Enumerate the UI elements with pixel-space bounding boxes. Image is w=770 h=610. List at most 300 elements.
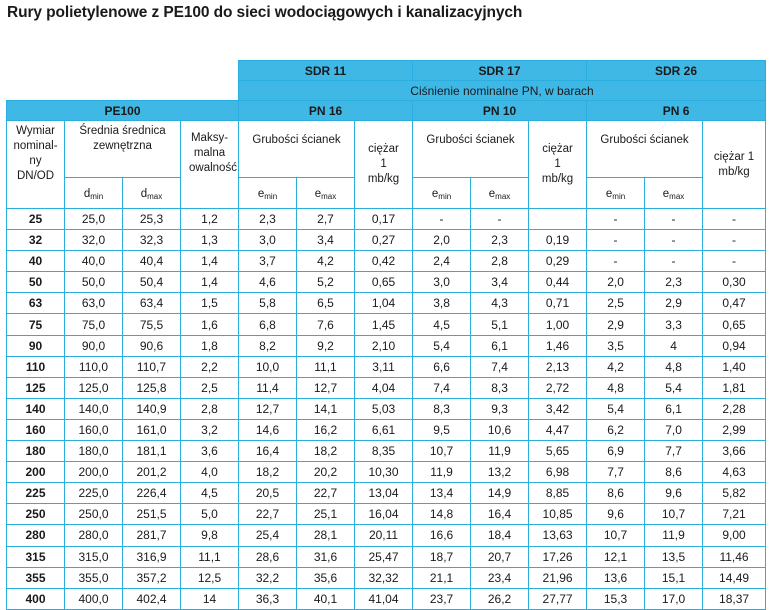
table-cell: 32,3 (123, 230, 181, 251)
table-cell: 4 (645, 335, 703, 356)
table-cell: 0,29 (529, 251, 587, 272)
table-cell: 1,04 (355, 293, 413, 314)
table-row (7, 567, 766, 588)
wall-header-sdr26: Grubości ścianek (587, 121, 703, 178)
table-row (7, 356, 766, 377)
table-cell: 3,4 (471, 272, 529, 293)
table-cell: 9,2 (297, 335, 355, 356)
table-cell: 7,7 (587, 462, 645, 483)
table-cell: 32,0 (65, 230, 123, 251)
table-cell: 6,61 (355, 419, 413, 440)
max-subscript: max (321, 192, 337, 201)
weight-header-sdr11: ciężar 1 mb/kg (355, 121, 413, 209)
table-cell: 5,1 (471, 314, 529, 335)
table-cell: 16,2 (297, 419, 355, 440)
dn-cell: 32 (7, 230, 65, 251)
table-cell: 18,2 (239, 462, 297, 483)
table-cell: 161,0 (123, 419, 181, 440)
table-cell: 75,5 (123, 314, 181, 335)
table-cell: 14,9 (471, 483, 529, 504)
table-cell: 140,0 (65, 398, 123, 419)
table-cell: 3,6 (181, 441, 239, 462)
table-cell: 6,6 (413, 356, 471, 377)
table-cell: 22,7 (297, 483, 355, 504)
table-cell: 10,85 (529, 504, 587, 525)
table-cell: 16,4 (471, 504, 529, 525)
pipe-spec-table (6, 60, 766, 610)
table-cell: 25,47 (355, 546, 413, 567)
table-cell: 0,17 (355, 209, 413, 230)
table-cell: 357,2 (123, 567, 181, 588)
table-cell: 1,5 (181, 293, 239, 314)
table-cell: 75,0 (65, 314, 123, 335)
pn-10-header: PN 10 (413, 101, 587, 121)
table-cell: 16,4 (239, 441, 297, 462)
table-cell: 40,4 (123, 251, 181, 272)
table-cell: 125,8 (123, 377, 181, 398)
page-title: Rury polietylenowe z PE100 do sieci wodociągowych i kanalizacyjnych (7, 4, 523, 21)
d-symbol: d (140, 188, 148, 200)
dn-cell: 50 (7, 272, 65, 293)
table-cell: 11,9 (645, 525, 703, 546)
table-cell: 7,21 (703, 504, 766, 525)
table-cell: 2,72 (529, 377, 587, 398)
table-cell: 315,0 (65, 546, 123, 567)
min-subscript: min (438, 192, 452, 201)
table-cell: 0,19 (529, 230, 587, 251)
table-cell: 4,0 (181, 462, 239, 483)
table-cell: 5,65 (529, 441, 587, 462)
table-cell: 8,35 (355, 441, 413, 462)
e-symbol: e (605, 188, 613, 200)
table-cell: 5,2 (297, 272, 355, 293)
table-cell: 25,4 (239, 525, 297, 546)
d-min-header (65, 178, 123, 209)
dn-cell: 180 (7, 441, 65, 462)
table-cell: 2,3 (645, 272, 703, 293)
table-row (7, 588, 766, 609)
diameter-header: Średnia średnica zewnętrzna (65, 121, 181, 178)
table-cell: 14,8 (413, 504, 471, 525)
table-cell: 201,2 (123, 462, 181, 483)
table-cell: 6,9 (587, 441, 645, 462)
table-cell: 9,8 (181, 525, 239, 546)
blank-corner-2 (7, 81, 239, 101)
dn-cell: 110 (7, 356, 65, 377)
table-cell: 2,5 (587, 293, 645, 314)
dn-cell: 25 (7, 209, 65, 230)
table-row (7, 293, 766, 314)
table-cell: 26,2 (471, 588, 529, 609)
table-cell: 10,7 (587, 525, 645, 546)
table-cell: 2,28 (703, 398, 766, 419)
table-cell: 316,9 (123, 546, 181, 567)
table-cell: 2,8 (471, 251, 529, 272)
table-cell: 41,04 (355, 588, 413, 609)
table-cell: 3,4 (297, 230, 355, 251)
table-cell: 4,5 (413, 314, 471, 335)
table-cell: - (645, 251, 703, 272)
table-cell: 1,40 (703, 356, 766, 377)
e-min-header-sdr11 (239, 178, 297, 209)
e-max-header-sdr17 (471, 178, 529, 209)
table-cell: 125,0 (65, 377, 123, 398)
table-cell: 1,00 (529, 314, 587, 335)
table-cell: 11,9 (413, 462, 471, 483)
e-min-header-sdr26 (587, 178, 645, 209)
table-cell: 251,5 (123, 504, 181, 525)
dn-cell: 280 (7, 525, 65, 546)
table-cell: 2,9 (645, 293, 703, 314)
table-cell: 3,42 (529, 398, 587, 419)
table-cell: 40,0 (65, 251, 123, 272)
max-subscript: max (669, 192, 685, 201)
table-cell: 25,1 (297, 504, 355, 525)
table-cell: 6,1 (471, 335, 529, 356)
table-cell: 63,0 (65, 293, 123, 314)
dn-cell: 63 (7, 293, 65, 314)
table-cell: 22,7 (239, 504, 297, 525)
table-cell: 6,98 (529, 462, 587, 483)
table-row (7, 441, 766, 462)
table-cell: 16,6 (413, 525, 471, 546)
pressure-header: Ciśnienie nominalne PN, w barach (239, 81, 766, 101)
table-cell: - (471, 209, 529, 230)
table-cell: 12,5 (181, 567, 239, 588)
table-cell: 20,2 (297, 462, 355, 483)
table-cell: 1,2 (181, 209, 239, 230)
table-cell: 400,0 (65, 588, 123, 609)
min-subscript: min (90, 192, 104, 201)
table-cell: - (703, 251, 766, 272)
table-row (7, 230, 766, 251)
table-cell: 7,7 (645, 441, 703, 462)
pn-16-header: PN 16 (239, 101, 413, 121)
table-cell: 8,2 (239, 335, 297, 356)
table-cell: 63,4 (123, 293, 181, 314)
table-cell: 7,4 (413, 377, 471, 398)
table-cell: 110,7 (123, 356, 181, 377)
d-max-header (123, 178, 181, 209)
dn-cell: 400 (7, 588, 65, 609)
e-symbol: e (257, 188, 265, 200)
table-cell: - (645, 230, 703, 251)
table-cell: 10,6 (471, 419, 529, 440)
table-cell: 250,0 (65, 504, 123, 525)
table-cell: 32,2 (239, 567, 297, 588)
table-cell: 281,7 (123, 525, 181, 546)
table-cell: 50,4 (123, 272, 181, 293)
table-cell (529, 209, 587, 230)
table-cell: 160,0 (65, 419, 123, 440)
table-cell: 10,7 (645, 504, 703, 525)
table-cell: 1,8 (181, 335, 239, 356)
table-cell: 2,10 (355, 335, 413, 356)
table-cell: 280,0 (65, 525, 123, 546)
table-cell: 5,03 (355, 398, 413, 419)
table-cell: 1,6 (181, 314, 239, 335)
dn-cell: 90 (7, 335, 65, 356)
table-cell: - (413, 209, 471, 230)
table-cell: 14,6 (239, 419, 297, 440)
table-cell: 7,4 (471, 356, 529, 377)
table-cell: 25,0 (65, 209, 123, 230)
table-cell: 8,6 (587, 483, 645, 504)
table-row (7, 377, 766, 398)
table-cell: 2,99 (703, 419, 766, 440)
table-cell: 20,5 (239, 483, 297, 504)
sdr-26-header: SDR 26 (587, 61, 766, 81)
table-cell: 90,0 (65, 335, 123, 356)
dn-cell: 75 (7, 314, 65, 335)
table-cell: 18,37 (703, 588, 766, 609)
table-cell: - (587, 209, 645, 230)
table-cell: 27,77 (529, 588, 587, 609)
table-row (7, 335, 766, 356)
table-cell: 1,81 (703, 377, 766, 398)
wall-header-sdr17: Grubości ścianek (413, 121, 529, 178)
dn-cell: 200 (7, 462, 65, 483)
table-cell: 4,04 (355, 377, 413, 398)
table-cell: 10,30 (355, 462, 413, 483)
table-cell: 2,2 (181, 356, 239, 377)
table-cell: - (703, 209, 766, 230)
table-cell: 0,47 (703, 293, 766, 314)
table-cell: 20,7 (471, 546, 529, 567)
table-cell: 2,7 (297, 209, 355, 230)
ovality-header: Maksy-malna owalność (181, 121, 239, 209)
table-cell: 2,8 (181, 398, 239, 419)
table-cell: 4,2 (297, 251, 355, 272)
table-cell: 40,1 (297, 588, 355, 609)
table-cell: 50,0 (65, 272, 123, 293)
table-cell: 4,5 (181, 483, 239, 504)
table-cell: 17,26 (529, 546, 587, 567)
table-cell: 13,4 (413, 483, 471, 504)
table-cell: 18,2 (297, 441, 355, 462)
table-cell: - (587, 251, 645, 272)
table-cell: 6,5 (297, 293, 355, 314)
table-cell: 15,3 (587, 588, 645, 609)
table-cell: 11,1 (297, 356, 355, 377)
table-cell: 5,0 (181, 504, 239, 525)
table-cell: 3,7 (239, 251, 297, 272)
table-row (7, 314, 766, 335)
table-cell: 8,85 (529, 483, 587, 504)
table-cell: 1,4 (181, 272, 239, 293)
table-cell: 1,3 (181, 230, 239, 251)
table-cell: 2,4 (413, 251, 471, 272)
table-cell: - (587, 230, 645, 251)
dn-cell: 355 (7, 567, 65, 588)
table-cell: 12,1 (587, 546, 645, 567)
table-cell: 11,1 (181, 546, 239, 567)
table-cell: 11,9 (471, 441, 529, 462)
d-symbol: d (83, 188, 91, 200)
table-cell: 4,3 (471, 293, 529, 314)
table-cell: 2,3 (471, 230, 529, 251)
e-min-header-sdr17 (413, 178, 471, 209)
table-cell: 5,8 (239, 293, 297, 314)
table-cell: 8,3 (471, 377, 529, 398)
table-cell: 28,1 (297, 525, 355, 546)
table-cell: 9,3 (471, 398, 529, 419)
table-cell: 0,71 (529, 293, 587, 314)
table-cell: 3,2 (181, 419, 239, 440)
e-symbol: e (431, 188, 439, 200)
weight-header-sdr17: ciężar 1 mb/kg (529, 121, 587, 209)
table-row (7, 251, 766, 272)
table-cell: 1,45 (355, 314, 413, 335)
table-cell: 181,1 (123, 441, 181, 462)
table-cell: 15,1 (645, 567, 703, 588)
dn-cell: 250 (7, 504, 65, 525)
table-cell: 35,6 (297, 567, 355, 588)
table-cell: 2,9 (587, 314, 645, 335)
table-row (7, 419, 766, 440)
table-cell: 2,3 (239, 209, 297, 230)
table-cell: 13,5 (645, 546, 703, 567)
table-cell: 200,0 (65, 462, 123, 483)
max-subscript: max (147, 192, 163, 201)
table-cell: 36,3 (239, 588, 297, 609)
table-cell: 14,49 (703, 567, 766, 588)
table-row (7, 525, 766, 546)
table-cell: 6,8 (239, 314, 297, 335)
table-cell: 17,0 (645, 588, 703, 609)
table-cell: 31,6 (297, 546, 355, 567)
table-cell: 25,3 (123, 209, 181, 230)
table-cell: 4,2 (587, 356, 645, 377)
table-cell: 7,6 (297, 314, 355, 335)
e-max-header-sdr11 (297, 178, 355, 209)
table-cell: 0,65 (703, 314, 766, 335)
table-cell: 180,0 (65, 441, 123, 462)
dn-header: Wymiar nominal-ny DN/OD (7, 121, 65, 209)
table-cell: 16,04 (355, 504, 413, 525)
dn-cell: 160 (7, 419, 65, 440)
table-cell: 140,9 (123, 398, 181, 419)
table-cell: 7,0 (645, 419, 703, 440)
table-cell: 0,94 (703, 335, 766, 356)
table-cell: 12,7 (297, 377, 355, 398)
table-cell: 11,4 (239, 377, 297, 398)
table-cell: 90,6 (123, 335, 181, 356)
table-cell: 5,4 (413, 335, 471, 356)
table-cell: 3,3 (645, 314, 703, 335)
e-symbol: e (314, 188, 322, 200)
table-cell: 18,4 (471, 525, 529, 546)
table-cell: 13,63 (529, 525, 587, 546)
table-cell: 402,4 (123, 588, 181, 609)
dn-cell: 40 (7, 251, 65, 272)
min-subscript: min (612, 192, 626, 201)
table-cell: 6,1 (645, 398, 703, 419)
table-row (7, 504, 766, 525)
table-cell: 3,11 (355, 356, 413, 377)
sdr-17-header: SDR 17 (413, 61, 587, 81)
table-row (7, 398, 766, 419)
table-cell: 20,11 (355, 525, 413, 546)
table-cell: 5,4 (587, 398, 645, 419)
pn-6-header: PN 6 (587, 101, 766, 121)
table-cell: 3,8 (413, 293, 471, 314)
table-cell: 355,0 (65, 567, 123, 588)
table-row (7, 546, 766, 567)
wall-header-sdr11: Grubości ścianek (239, 121, 355, 178)
table-cell: 9,5 (413, 419, 471, 440)
table-cell: 13,6 (587, 567, 645, 588)
table-cell: 2,0 (413, 230, 471, 251)
table-cell: 8,6 (645, 462, 703, 483)
table-cell: 225,0 (65, 483, 123, 504)
table-cell: 110,0 (65, 356, 123, 377)
sdr-11-header: SDR 11 (239, 61, 413, 81)
table-cell: 13,04 (355, 483, 413, 504)
table-row (7, 272, 766, 293)
dn-cell: 140 (7, 398, 65, 419)
table-cell: 0,30 (703, 272, 766, 293)
table-cell: 0,27 (355, 230, 413, 251)
table-cell: 4,8 (645, 356, 703, 377)
table-cell: 3,5 (587, 335, 645, 356)
table-cell: 14,1 (297, 398, 355, 419)
table-cell: 2,5 (181, 377, 239, 398)
material-header: PE100 (7, 101, 239, 121)
table-cell: 8,3 (413, 398, 471, 419)
table-cell: 9,6 (587, 504, 645, 525)
table-cell: 28,6 (239, 546, 297, 567)
dn-cell: 125 (7, 377, 65, 398)
table-cell: 3,0 (239, 230, 297, 251)
table-cell: 11,46 (703, 546, 766, 567)
table-cell: - (703, 230, 766, 251)
table-cell: 21,96 (529, 567, 587, 588)
table-cell: 0,44 (529, 272, 587, 293)
table-cell: 4,63 (703, 462, 766, 483)
table-cell: 1,46 (529, 335, 587, 356)
table-cell: 9,00 (703, 525, 766, 546)
weight-header-sdr26: ciężar 1 mb/kg (703, 121, 766, 209)
min-subscript: min (264, 192, 278, 201)
table-row (7, 209, 766, 230)
e-symbol: e (662, 188, 670, 200)
table-cell: 10,0 (239, 356, 297, 377)
table-cell: 18,7 (413, 546, 471, 567)
table-cell: 14 (181, 588, 239, 609)
table-cell: 2,0 (587, 272, 645, 293)
table-cell: 3,66 (703, 441, 766, 462)
table-cell: 12,7 (239, 398, 297, 419)
table-cell: - (645, 209, 703, 230)
max-subscript: max (495, 192, 511, 201)
table-cell: 0,65 (355, 272, 413, 293)
table-cell: 4,47 (529, 419, 587, 440)
dn-cell: 225 (7, 483, 65, 504)
table-cell: 1,4 (181, 251, 239, 272)
table-row (7, 462, 766, 483)
table-cell: 0,42 (355, 251, 413, 272)
e-max-header-sdr26 (645, 178, 703, 209)
table-cell: 23,7 (413, 588, 471, 609)
table-cell: 23,4 (471, 567, 529, 588)
table-cell: 4,6 (239, 272, 297, 293)
table-cell: 2,13 (529, 356, 587, 377)
dn-cell: 315 (7, 546, 65, 567)
table-cell: 4,8 (587, 377, 645, 398)
table-cell: 5,82 (703, 483, 766, 504)
table-cell: 13,2 (471, 462, 529, 483)
